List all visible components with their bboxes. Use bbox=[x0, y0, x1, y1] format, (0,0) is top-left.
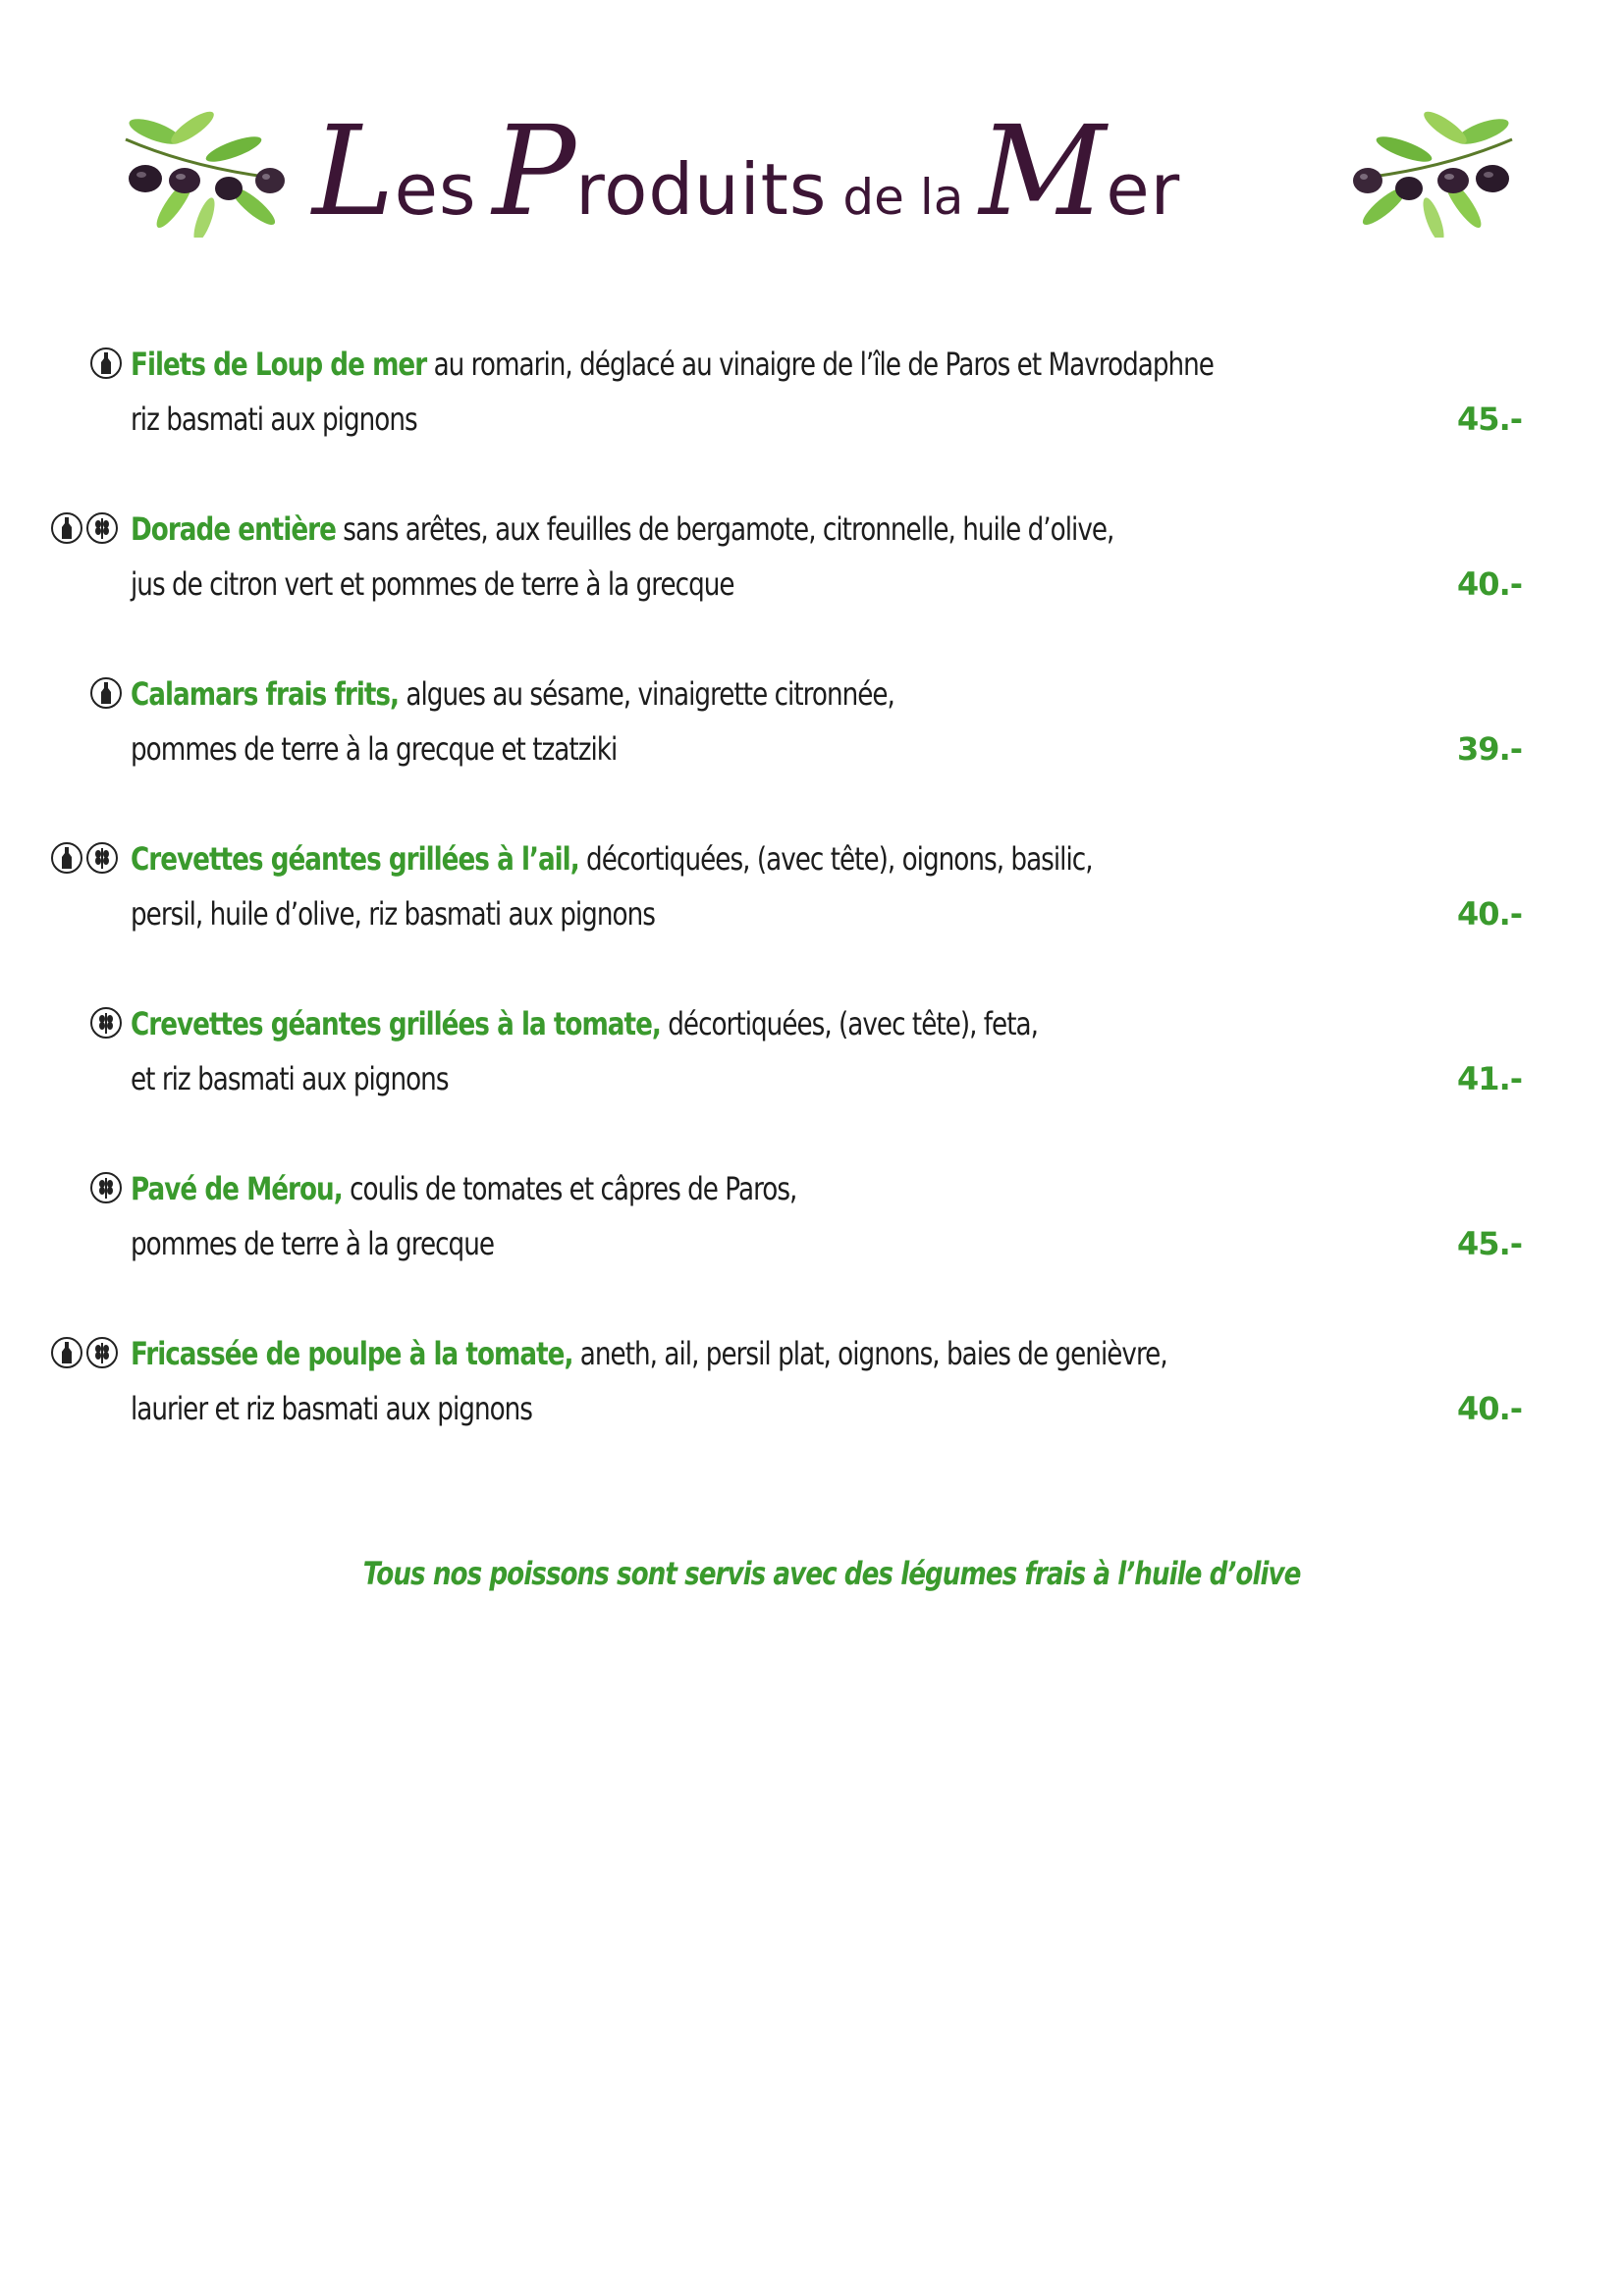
title-es: es bbox=[394, 148, 477, 231]
bottle-icon bbox=[90, 677, 122, 709]
item-name: Pavé de Mérou, bbox=[131, 1170, 343, 1207]
menu-item bbox=[0, 344, 1624, 452]
item-name: Fricassée de poulpe à la tomate, bbox=[131, 1335, 573, 1372]
allergen-icons bbox=[90, 1007, 122, 1042]
olive-branch-icon bbox=[116, 110, 289, 238]
menu-item bbox=[0, 1003, 1624, 1111]
item-line-1 bbox=[131, 1335, 1167, 1372]
wheat-icon bbox=[90, 1007, 122, 1039]
allergen-icons bbox=[90, 1172, 122, 1207]
bottle-icon bbox=[51, 842, 82, 874]
olive-branch-icon bbox=[1349, 110, 1522, 238]
item-line-1 bbox=[131, 1005, 1038, 1042]
item-name: Crevettes géantes grillées à la tomate, bbox=[131, 1005, 661, 1042]
bottle-icon bbox=[51, 1337, 82, 1368]
item-description-2: laurier et riz basmati aux pignons bbox=[131, 1390, 533, 1427]
item-price: 41.- bbox=[1457, 1060, 1522, 1097]
menu-item bbox=[0, 1168, 1624, 1276]
wheat-icon bbox=[86, 512, 118, 544]
item-description: sans arêtes, aux feuilles de bergamote, citronnelle, huile d’olive, bbox=[335, 510, 1114, 548]
wheat-icon bbox=[86, 1337, 118, 1368]
item-price: 39.- bbox=[1457, 730, 1522, 768]
item-line-1 bbox=[131, 1170, 796, 1207]
title-de-la: de la bbox=[842, 169, 964, 226]
page-title bbox=[312, 99, 1333, 243]
bottle-icon bbox=[51, 512, 82, 544]
footnote bbox=[0, 1555, 1624, 1592]
footnote-text: Tous nos poissons sont servis avec des légumes frais à l’huile d’olive bbox=[362, 1555, 1301, 1592]
allergen-icons bbox=[51, 1337, 118, 1372]
item-description: décortiquées, (avec tête), oignons, basilic, bbox=[578, 840, 1093, 878]
page-header bbox=[0, 98, 1624, 255]
item-price: 45.- bbox=[1457, 400, 1522, 438]
item-description: au romarin, déglacé au vinaigre de l’île de Paros et Mavrodaphne bbox=[426, 346, 1214, 383]
item-name: Calamars frais frits, bbox=[131, 675, 400, 713]
item-line-1 bbox=[131, 346, 1214, 383]
item-description-2: riz basmati aux pignons bbox=[131, 400, 417, 438]
wheat-icon bbox=[90, 1172, 122, 1203]
allergen-icons bbox=[90, 677, 122, 713]
item-price: 45.- bbox=[1457, 1225, 1522, 1262]
item-description: coulis de tomates et câpres de Paros, bbox=[342, 1170, 797, 1207]
item-description: décortiquées, (avec tête), feta, bbox=[660, 1005, 1038, 1042]
allergen-icons bbox=[51, 512, 118, 548]
menu-item bbox=[0, 1333, 1624, 1441]
menu-item bbox=[0, 838, 1624, 946]
item-description-2: jus de citron vert et pommes de terre à la grecque bbox=[131, 565, 734, 603]
item-line-1 bbox=[131, 840, 1093, 878]
item-line-1 bbox=[131, 675, 894, 713]
menu-item bbox=[0, 673, 1624, 781]
item-line-1 bbox=[131, 510, 1113, 548]
item-description-2: pommes de terre à la grecque bbox=[131, 1225, 495, 1262]
item-description-2: persil, huile d’olive, riz basmati aux pignons bbox=[131, 895, 655, 933]
title-initial-l: L bbox=[312, 99, 395, 243]
item-description-2: et riz basmati aux pignons bbox=[131, 1060, 449, 1097]
item-description: algues au sésame, vinaigrette citronnée, bbox=[399, 675, 894, 713]
menu-item bbox=[0, 508, 1624, 616]
title-roduits: roduits bbox=[575, 148, 828, 231]
item-price: 40.- bbox=[1457, 895, 1522, 933]
allergen-icons bbox=[51, 842, 118, 878]
title-initial-p: P bbox=[492, 99, 576, 243]
item-name: Crevettes géantes grillées à l’ail, bbox=[131, 840, 579, 878]
item-description: aneth, ail, persil plat, oignons, baies de genièvre, bbox=[572, 1335, 1167, 1372]
item-price: 40.- bbox=[1457, 565, 1522, 603]
title-er: er bbox=[1106, 148, 1181, 231]
item-name: Dorade entière bbox=[131, 510, 336, 548]
item-price: 40.- bbox=[1457, 1390, 1522, 1427]
title-initial-m: M bbox=[979, 99, 1107, 243]
wheat-icon bbox=[86, 842, 118, 874]
item-name: Filets de Loup de mer bbox=[131, 346, 427, 383]
allergen-icons bbox=[90, 347, 122, 383]
bottle-icon bbox=[90, 347, 122, 379]
item-description-2: pommes de terre à la grecque et tzatziki bbox=[131, 730, 618, 768]
